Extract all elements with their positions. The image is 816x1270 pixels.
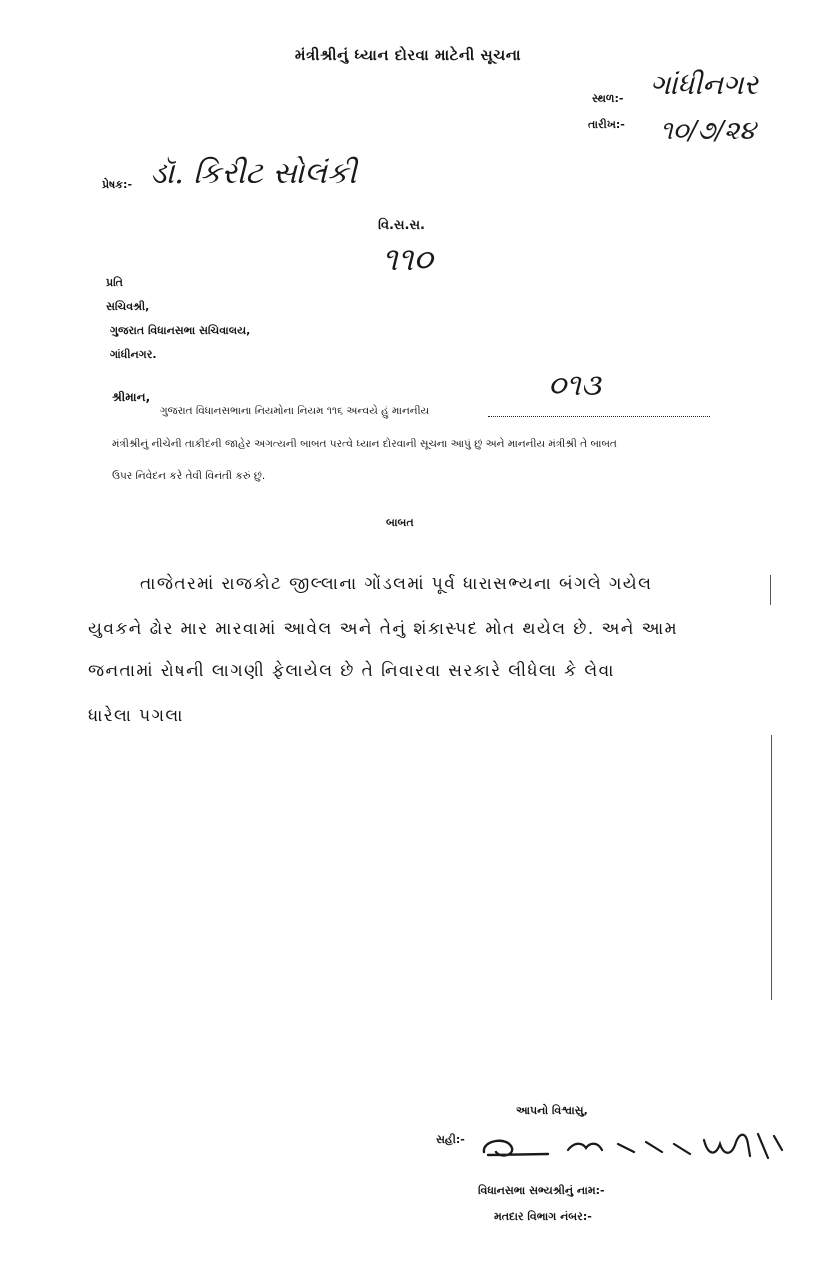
sender-label: પ્રેષક:-: [102, 178, 133, 191]
addressee-line-3: ગુજરાત વિધાનસભા સચિવાલય,: [110, 324, 251, 337]
addressee-line-1: પ્રતિ: [106, 276, 123, 289]
scan-margin-line: [771, 735, 772, 1000]
request-line-1: ગુજરાત વિધાનસભાના નિયમોના નિયમ ૧૧૬ અન્વયે હું માનનીય: [160, 405, 430, 417]
date-value: ૧૦/૭/૨૪: [660, 116, 756, 146]
page-title: મંત્રીશ્રીનું ધ્યાન દોરવા માટેની સૂચના: [294, 46, 522, 64]
salutation: શ્રીમાન,: [112, 390, 151, 404]
subject-heading: બાબત: [386, 516, 414, 529]
sender-value: ડૉ. કિરીટ સોલંકી: [150, 156, 357, 191]
request-line-2: મંત્રીશ્રીનું નીચેની તાકીદની જાહેર અગત્યની બાબત પરત્વે ધ્યાન દોરવાની સૂચના આપું છું અને માનનીય મંત્રીશ્રી તે બાબત: [112, 438, 617, 450]
vss-label: વિ.સ.સ.: [378, 218, 425, 233]
place-label: સ્થળ:-: [592, 92, 624, 105]
scan-margin-line: [770, 575, 771, 605]
closing-text: આપનો વિશ્વાસુ,: [516, 1104, 588, 1117]
place-value: ગાંધીનગર: [650, 68, 758, 101]
signature-label: સહી:-: [436, 1133, 465, 1146]
signature-image: [478, 1122, 790, 1168]
subject-line-2: યુવકને ઢોર માર મારવામાં આવેલ અને તેનું શંકાસ્પદ મોત થયેલ છે. અને આમ: [88, 619, 679, 639]
minister-blank-line: [488, 404, 710, 417]
date-label: તારીખ:-: [588, 118, 625, 131]
subject-line-1: તાજેતરમાં રાજકોટ જીલ્લાના ગોંડલમાં પૂર્વ ધારાસભ્યના બંગલે ગયેલ: [140, 574, 653, 594]
minister-handwritten-number: ૦૧૩: [548, 368, 601, 403]
addressee-line-4: ગાંધીનગર.: [110, 348, 157, 361]
member-name-label: વિધાનસભા સભ્યશ્રીનું નામ:-: [478, 1184, 605, 1197]
request-line-3: ઉપર નિવેદન કરે તેવી વિનંતી કરું છું.: [112, 470, 266, 482]
addressee-line-2: સચિવશ્રી,: [106, 300, 150, 313]
constituency-label: મતદાર વિભાગ નંબર:-: [494, 1210, 592, 1223]
vss-number: ૧૧૦: [382, 240, 433, 278]
subject-line-4: ધારેલા પગલા: [88, 706, 184, 726]
subject-line-3: જનતામાં રોષની લાગણી ફેલાયેલ છે તે નિવારવા સરકારે લીધેલા કે લેવા: [88, 661, 615, 681]
